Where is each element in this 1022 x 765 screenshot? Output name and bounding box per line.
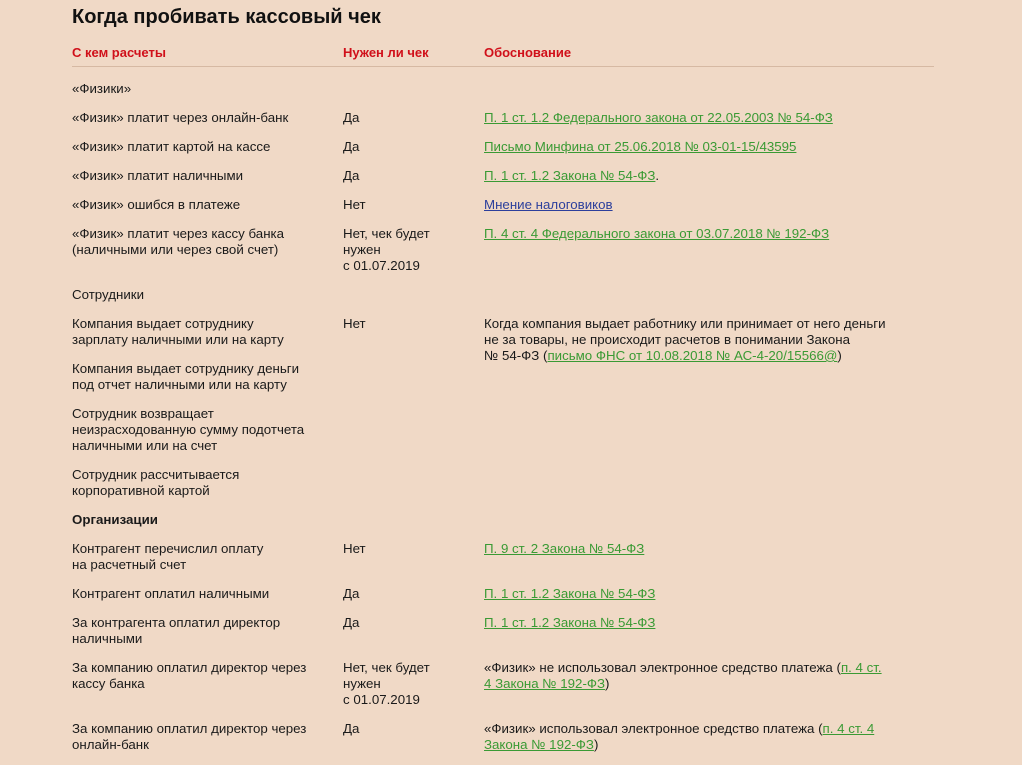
- row-r2-who: «Физик» платит картой на кассе: [72, 139, 271, 154]
- row-o5-basis-suffix: ): [593, 737, 599, 752]
- row-o1-who-line2: на расчетный счет: [72, 557, 187, 572]
- row-e4-who-line2: корпоративной картой: [72, 483, 210, 498]
- row-o5-basis-link-part2[interactable]: Закона № 192-ФЗ: [484, 737, 594, 752]
- row-r5-who-line1: «Физик» платит через кассу банка: [72, 226, 285, 241]
- column-header-who: С кем расчеты: [72, 45, 166, 60]
- row-r2-need: Да: [343, 139, 360, 154]
- row-r5-who: [72, 226, 334, 258]
- row-o2-need: Да: [343, 586, 360, 601]
- row-o4-basis-link-part1[interactable]: п. 4 ст.: [840, 660, 882, 675]
- row-e1-basis-link[interactable]: письмо ФНС от 10.08.2018 № АС-4-20/15566@: [547, 348, 838, 363]
- row-e1-need: Нет: [343, 316, 366, 331]
- section-employees: Сотрудники: [72, 287, 145, 302]
- row-e1-basis-line3: [484, 348, 924, 364]
- row-o4-need-line2: нужен: [343, 676, 381, 691]
- row-r5-need-line2: нужен: [343, 242, 381, 257]
- row-o1-basis: [484, 541, 924, 557]
- row-o5-need: Да: [343, 721, 360, 736]
- row-o5-who-line1: За компанию оплатил директор через: [72, 721, 307, 736]
- row-o2-basis-link[interactable]: П. 1 ст. 1.2 Закона № 54-ФЗ: [484, 586, 656, 601]
- row-o5-who: [72, 721, 334, 753]
- column-header-need: Нужен ли чек: [343, 45, 429, 60]
- row-e2-who-line2: под отчет наличными или на карту: [72, 377, 287, 392]
- row-o5-basis-link-part1[interactable]: п. 4 ст. 4: [822, 721, 875, 736]
- row-o3-who-line1: За контрагента оплатил директор: [72, 615, 281, 630]
- row-e4-who-line1: Сотрудник рассчитывается: [72, 467, 240, 482]
- row-r1-need: Да: [343, 110, 360, 125]
- row-o4-basis-suffix: ): [605, 676, 610, 691]
- row-r5-need-line1: Нет, чек будет: [343, 226, 430, 241]
- row-o3-who: [72, 615, 334, 647]
- row-e1-basis-suffix: ): [837, 348, 842, 363]
- row-r5-need-line3: с 01.07.2019: [343, 258, 420, 273]
- row-o2-who: Контрагент оплатил наличными: [72, 586, 270, 601]
- row-r3-need: Да: [343, 168, 360, 183]
- row-o1-who-line1: Контрагент перечислил оплату: [72, 541, 264, 556]
- row-e3-who: [72, 406, 334, 454]
- row-o4-basis: [484, 660, 924, 692]
- row-o4-basis-link-part2[interactable]: 4 Закона № 192-ФЗ: [484, 676, 606, 691]
- row-r3-who: «Физик» платит наличными: [72, 168, 244, 183]
- row-r1-basis: [484, 110, 924, 126]
- row-e1-who-line2: зарплату наличными или на карту: [72, 332, 284, 347]
- row-o4-who: [72, 660, 334, 692]
- section-individuals: «Физики»: [72, 81, 132, 96]
- row-e3-who-line1: Сотрудник возвращает: [72, 406, 214, 421]
- section-organizations: Организации: [72, 512, 158, 527]
- row-r5-need: [343, 226, 475, 274]
- row-r4-basis: [484, 197, 924, 213]
- row-o5-basis-line1: [484, 721, 924, 737]
- row-o3-need: Да: [343, 615, 360, 630]
- row-e2-who-line1: Компания выдает сотруднику деньги: [72, 361, 300, 376]
- row-e1-basis-line1: Когда компания выдает работнику или принимает от него деньги: [484, 316, 886, 331]
- row-r5-basis: [484, 226, 924, 242]
- row-o2-basis: [484, 586, 924, 602]
- row-r5-who-line2: (наличными или через свой счет): [72, 242, 279, 257]
- row-o4-who-line1: За компанию оплатил директор через: [72, 660, 307, 675]
- row-r2-basis: [484, 139, 924, 155]
- row-o4-need: [343, 660, 475, 708]
- row-o3-basis: [484, 615, 924, 631]
- row-o4-basis-line2: [484, 676, 924, 692]
- row-e1-who: [72, 316, 334, 348]
- row-r4-need: Нет: [343, 197, 366, 212]
- row-r2-basis-link[interactable]: Письмо Минфина от 25.06.2018 № 03-01-15/43595: [484, 139, 797, 154]
- column-header-basis: Обоснование: [484, 45, 572, 60]
- row-r3-basis-link[interactable]: П. 1 ст. 1.2 Закона № 54-ФЗ: [484, 168, 656, 183]
- row-r5-basis-link[interactable]: П. 4 ст. 4 Федерального закона от 03.07.2018 № 192-ФЗ: [484, 226, 830, 241]
- row-r1-who: «Физик» платит через онлайн-банк: [72, 110, 289, 125]
- header-divider: [72, 66, 934, 67]
- row-o4-need-line3: с 01.07.2019: [343, 692, 420, 707]
- row-o1-who: [72, 541, 334, 573]
- row-e2-who: [72, 361, 334, 393]
- row-r3-basis-suffix: .: [655, 168, 660, 183]
- row-e1-basis-prefix: № 54-ФЗ (: [484, 348, 548, 363]
- row-e4-who: [72, 467, 334, 499]
- page-title: Когда пробивать кассовый чек: [72, 6, 381, 28]
- row-o5-basis-text: «Физик» использовал электронное средство платежа (: [484, 721, 823, 736]
- row-o5-basis: [484, 721, 924, 753]
- row-o3-who-line2: наличными: [72, 631, 143, 646]
- row-o3-basis-link[interactable]: П. 1 ст. 1.2 Закона № 54-ФЗ: [484, 615, 656, 630]
- row-o5-who-line2: онлайн-банк: [72, 737, 149, 752]
- row-o1-basis-link[interactable]: П. 9 ст. 2 Закона № 54-ФЗ: [484, 541, 645, 556]
- row-e1-who-line1: Компания выдает сотруднику: [72, 316, 254, 331]
- row-o4-basis-line1: [484, 660, 924, 676]
- row-e3-who-line2: неизрасходованную сумму подотчета: [72, 422, 305, 437]
- row-r4-basis-link[interactable]: Мнение налоговиков: [484, 197, 613, 212]
- row-o1-need: Нет: [343, 541, 366, 556]
- row-o5-basis-line2: [484, 737, 924, 753]
- row-o4-need-line1: Нет, чек будет: [343, 660, 430, 675]
- row-o4-basis-text: «Физик» не использовал электронное средство платежа (: [484, 660, 841, 675]
- row-r1-basis-link[interactable]: П. 1 ст. 1.2 Федерального закона от 22.05.2003 № 54-ФЗ: [484, 110, 833, 125]
- row-e3-who-line3: наличными или на счет: [72, 438, 218, 453]
- row-o4-who-line2: кассу банка: [72, 676, 145, 691]
- row-r4-who: «Физик» ошибся в платеже: [72, 197, 241, 212]
- row-e1-basis: [484, 316, 924, 364]
- row-r3-basis: [484, 168, 924, 184]
- row-e1-basis-line2: не за товары, не происходит расчетов в понимании Закона: [484, 332, 851, 347]
